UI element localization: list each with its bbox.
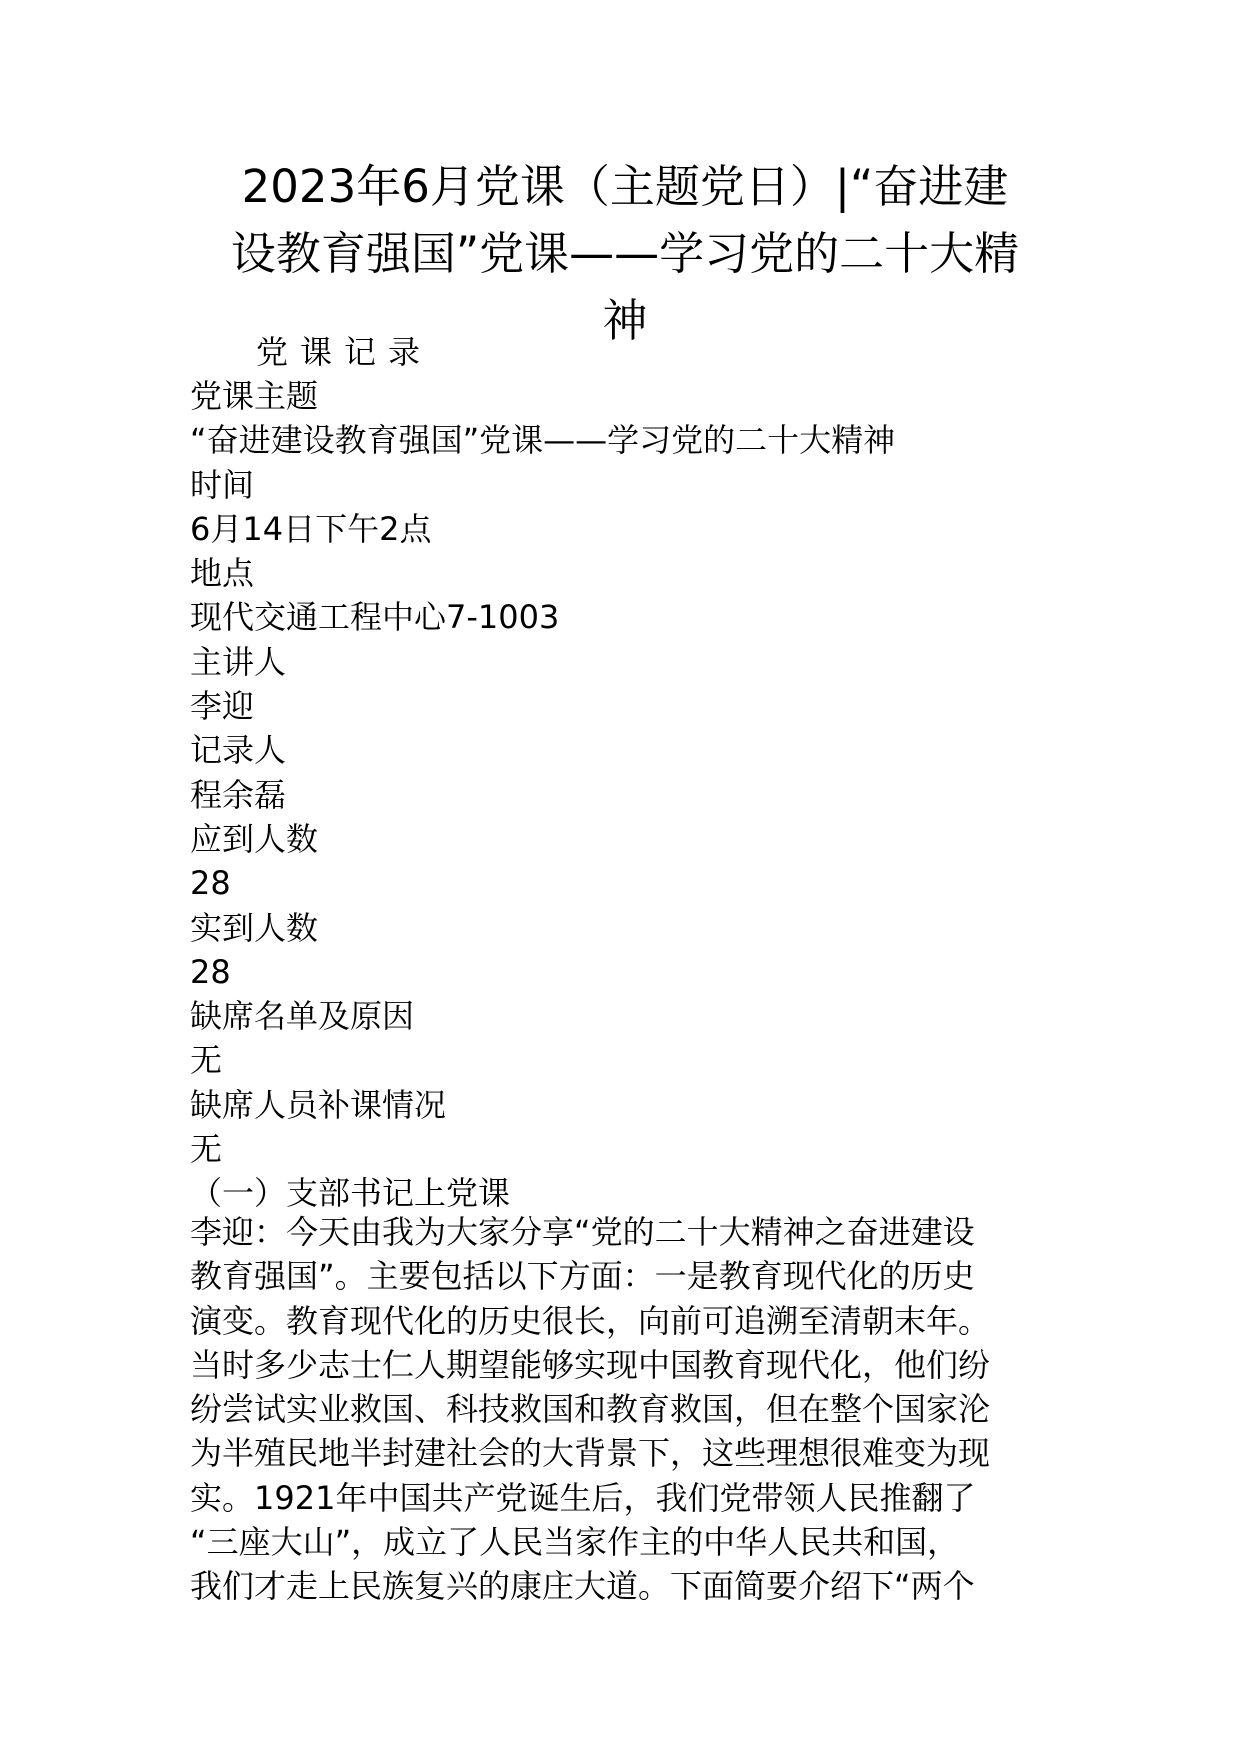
field-label-recorder: 记录人 bbox=[190, 731, 287, 770]
body-paragraph bbox=[190, 1210, 1060, 1609]
field-label-topic: 党课主题 bbox=[190, 377, 319, 415]
field-value-actual: 28 bbox=[190, 952, 231, 991]
field-value-topic: “奋进建设教育强国”党课——学习党的二十大精神 bbox=[190, 421, 896, 460]
body-line: 李迎：今天由我为大家分享“党的二十大精神之奋进建设 bbox=[190, 1213, 975, 1251]
record-heading: 党课记录 bbox=[256, 333, 433, 371]
field-value-location: 现代交通工程中心7-1003 bbox=[190, 598, 560, 637]
field-value-makeup: 无 bbox=[190, 1130, 223, 1169]
field-value-speaker: 李迎 bbox=[190, 687, 255, 726]
field-label-time: 时间 bbox=[190, 465, 255, 504]
body-line: 当时多少志士仁人期望能够实现中国教育现代化，他们纷 bbox=[190, 1345, 991, 1384]
body-line: 为半殖民地半封建社会的大背景下，这些理想很难变为现 bbox=[190, 1434, 991, 1473]
field-label-makeup: 缺席人员补课情况 bbox=[190, 1085, 447, 1124]
field-label-actual: 实到人数 bbox=[190, 908, 319, 947]
title-line: 2023年6月党课（主题党日）|“奋进建 bbox=[241, 160, 1009, 213]
body-line: 教育强国”。主要包括以下方面：一是教育现代化的历史 bbox=[190, 1257, 975, 1296]
body-line: 实。1921年中国共产党诞生后，我们党带领人民推翻了 bbox=[190, 1478, 976, 1517]
field-label-speaker: 主讲人 bbox=[190, 642, 287, 681]
title-line: 设教育强国”党课——学习党的二十大精 bbox=[230, 227, 1020, 280]
field-value-recorder: 程余磊 bbox=[190, 775, 287, 814]
body-line: 纷尝试实业救国、科技救国和教育救国，但在整个国家沦 bbox=[190, 1390, 991, 1429]
field-label-location: 地点 bbox=[190, 554, 255, 593]
field-value-time: 6月14日下午2点 bbox=[190, 509, 432, 548]
body-line: 演变。教育现代化的历史很长，向前可追溯至清朝末年。 bbox=[190, 1301, 991, 1340]
field-label-absent: 缺席名单及原因 bbox=[190, 997, 415, 1036]
field-value-expected: 28 bbox=[190, 864, 231, 903]
document-title bbox=[190, 153, 1060, 354]
field-label-expected: 应到人数 bbox=[190, 819, 319, 858]
field-value-absent: 无 bbox=[190, 1041, 223, 1080]
body-line: “三座大山”，成立了人民当家作主的中华人民共和国， bbox=[190, 1523, 960, 1562]
record-fields bbox=[190, 374, 1070, 1216]
title-line: 神 bbox=[602, 294, 648, 347]
body-line: 我们才走上民族复兴的康庄大道。下面简要介绍下“两个 bbox=[190, 1567, 975, 1606]
section-heading: （一）支部书记上党课 bbox=[190, 1174, 511, 1213]
